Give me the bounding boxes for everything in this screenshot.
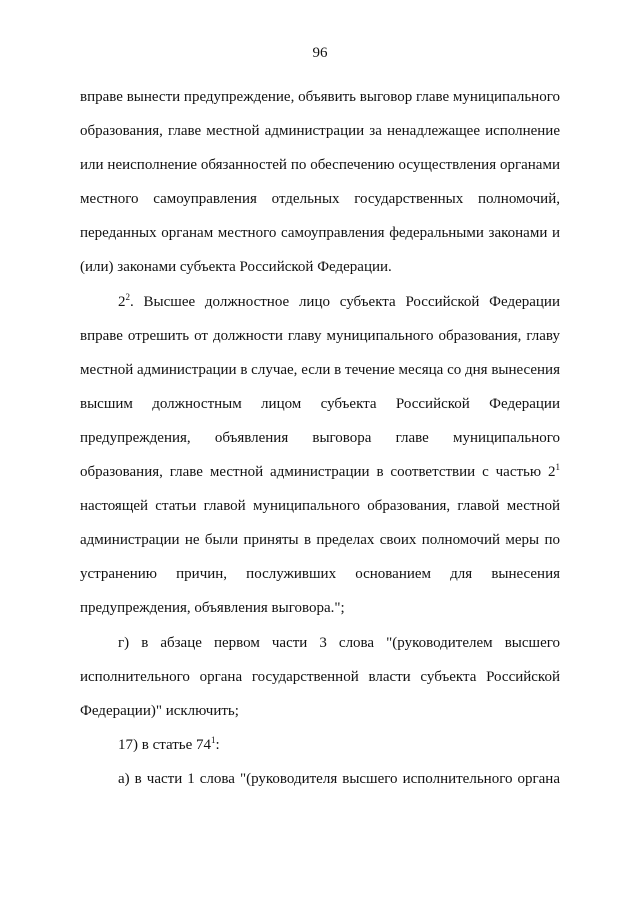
page-body (80, 80, 560, 796)
page-number: 96 (312, 45, 328, 61)
text-line: переданных органам местного самоуправления федеральными законами и (80, 225, 560, 242)
text-line: исполнительного органа государственной власти субъекта Российской (80, 668, 560, 685)
text-line: (или) законами субъекта Российской Федерации. (80, 259, 392, 276)
paragraph-a (80, 762, 560, 796)
text-fragment: 17) в статье 74 (118, 736, 212, 753)
paragraph-17 (80, 728, 560, 762)
text-line: местного самоуправления отдельных государственных полномочий, (80, 191, 560, 208)
text-line: местной администрации в случае, если в течение месяца со дня вынесения (80, 361, 560, 378)
superscript: 2 (125, 291, 130, 302)
text-line: администрации не были приняты в пределах своих полномочий меры по (80, 532, 560, 549)
text-fragment: образования, главе местной администрации в соответствии с частью 2 (80, 464, 556, 481)
text-fragment: . Высшее должностное лицо субъекта Российской Федерации (130, 293, 560, 310)
superscript: 1 (555, 462, 560, 473)
text-line (80, 285, 560, 319)
text-line: а) в части 1 слова "(руководителя высшего исполнительного органа (118, 770, 560, 787)
text-line (80, 728, 560, 762)
paragraph-g (80, 626, 560, 728)
paragraph-continuation (80, 80, 560, 285)
text-line: предупреждения, объявления выговора главе муниципального (80, 429, 560, 446)
text-line: образования, главе местной администрации за ненадлежащее исполнение (80, 123, 560, 140)
clause-number: 2 (118, 293, 126, 310)
text-line: устранению причин, послуживших основанием для вынесения (80, 566, 560, 583)
text-line: высшим должностным лицом субъекта Российской Федерации (80, 395, 560, 412)
text-line: Федерации)" исключить; (80, 702, 239, 719)
text-line: вправе отрешить от должности главу муниципального образования, главу (80, 327, 560, 344)
superscript: 1 (211, 734, 216, 745)
text-line (80, 455, 560, 489)
text-fragment: : (215, 736, 220, 753)
text-line: предупреждения, объявления выговора."; (80, 600, 345, 617)
text-line: настоящей статьи главой муниципального образования, главой местной (80, 498, 560, 515)
text-line: г) в абзаце первом части 3 слова "(руководителем высшего (118, 634, 560, 651)
text-line: или неисполнение обязанностей по обеспечению осуществления органами (80, 157, 560, 174)
paragraph-2-2 (80, 285, 560, 626)
text-line: вправе вынести предупреждение, объявить выговор главе муниципального (80, 89, 560, 105)
